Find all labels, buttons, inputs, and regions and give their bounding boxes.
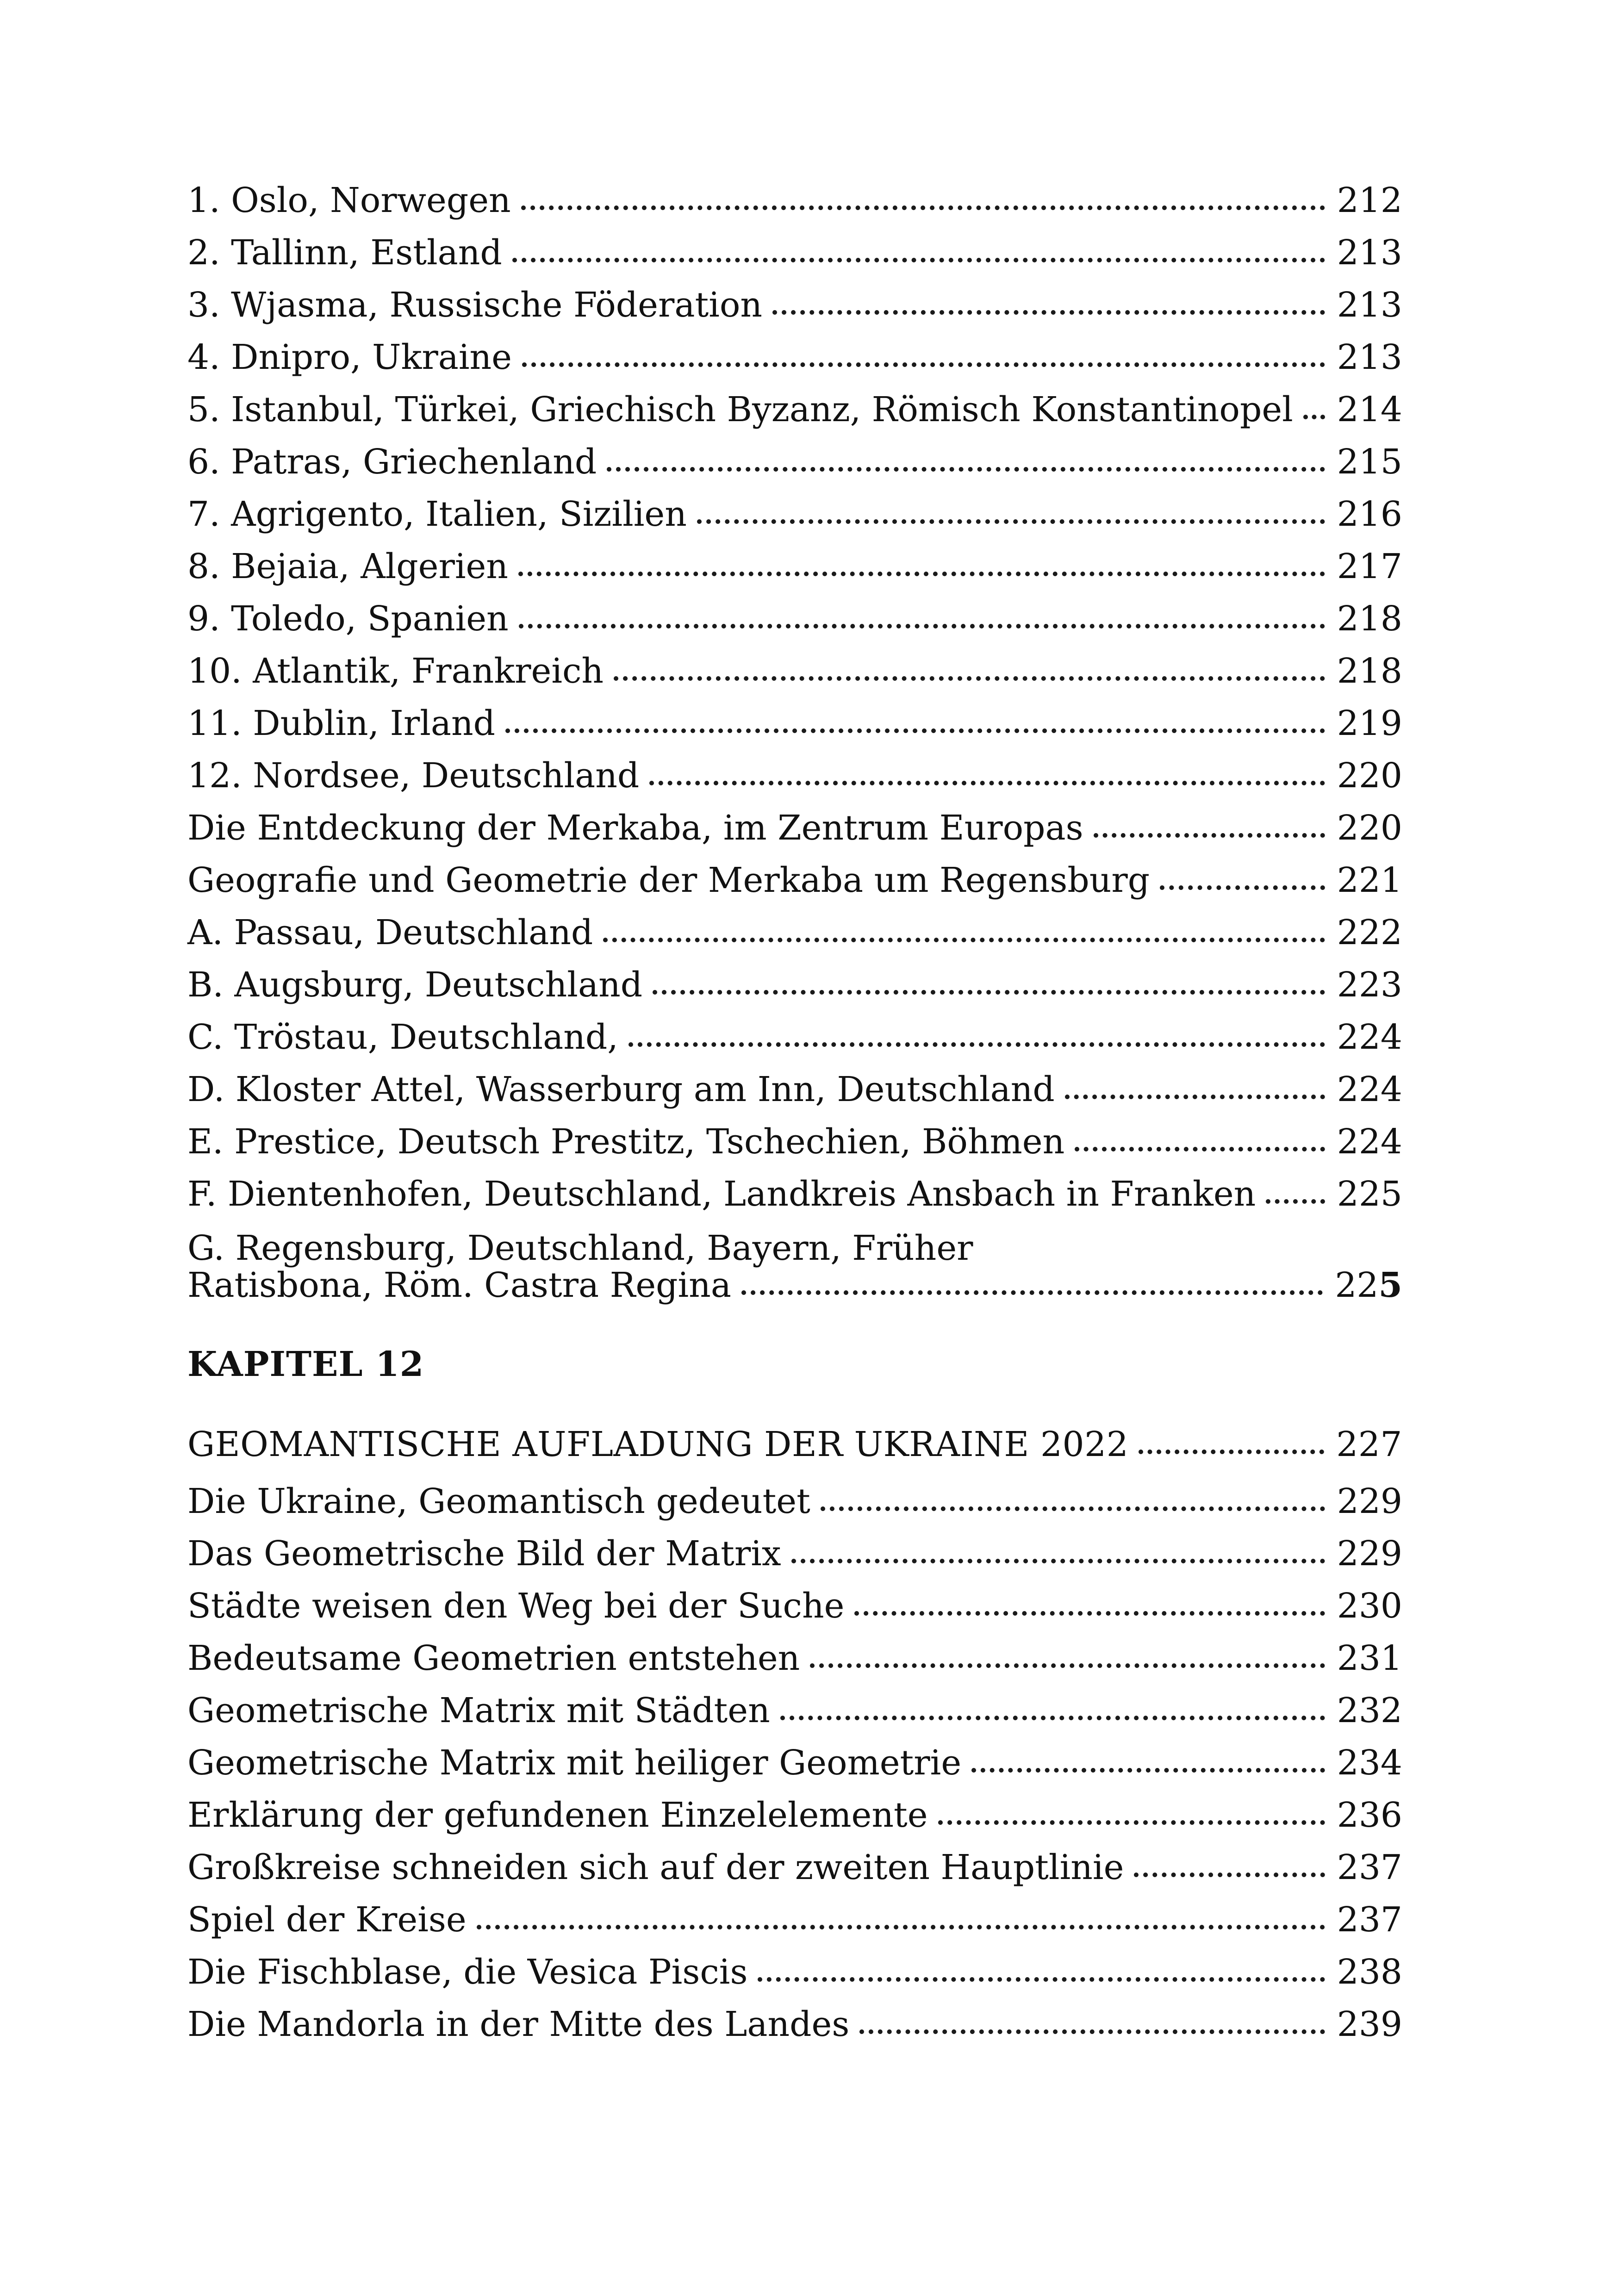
toc-entry-page: 213 [1337,285,1402,325]
toc-entry [187,1685,1402,1737]
toc-entry-page [1323,1267,1402,1304]
toc-entry [187,331,1402,384]
toc-entry [187,750,1402,802]
toc-entry-page: 229 [1337,1481,1402,1521]
toc-entry-title: Die Ukraine, Geomantisch gedeutet [187,1481,810,1521]
toc-entry-page: 217 [1337,547,1402,586]
dot-leader [821,1506,1325,1511]
toc-entry [187,1528,1402,1580]
toc-entry-title: Die Entdeckung der Merkaba, im Zentrum Europas [187,808,1083,848]
toc-entry [187,1011,1402,1064]
toc-entry-page: 237 [1337,1848,1402,1887]
toc-entry [187,436,1402,488]
dot-leader [477,1925,1325,1929]
dot-leader [772,310,1325,315]
toc-entry-title: B. Augsburg, Deutschland [187,965,643,1005]
toc-entry [187,854,1402,907]
toc-entry-page: 219 [1337,703,1402,743]
toc-entry [187,697,1402,750]
toc-entry [187,1737,1402,1789]
toc-entry-title: Städte weisen den Weg bei der Suche [187,1586,845,1626]
chapter-heading: KAPITEL 12 [187,1344,424,1384]
toc-entry-title: F. Dientenhofen, Deutschland, Landkreis Ansbach in Franken [187,1174,1256,1214]
toc-entry-title: GEOMANTISCHE AUFLADUNG DER UKRAINE 2022 [187,1425,1129,1464]
toc-entry-page: 221 [1337,860,1402,900]
toc-entry-page: 212 [1337,180,1402,220]
toc-entry-page: 216 [1337,494,1402,534]
dot-leader [603,938,1325,942]
toc-entry-page: 223 [1337,965,1402,1005]
toc-entry-title: Geometrische Matrix mit Städten [187,1691,770,1730]
toc-entry-title: 1. Oslo, Norwegen [187,180,511,220]
toc-entry [187,959,1402,1011]
toc-entry-title: D. Kloster Attel, Wasserburg am Inn, Deutschland [187,1070,1055,1109]
toc-entry [187,1894,1402,1946]
toc-entry-title-line1: G. Regensburg, Deutschland, Bayern, Früher [187,1228,973,1268]
toc-entry [187,907,1402,959]
toc-entry-page: 225 [1337,1174,1402,1214]
toc-entry-line2 [187,1267,1402,1304]
dot-leader [1303,415,1325,419]
toc-entry-page: 231 [1337,1638,1402,1678]
toc-entry-page: 218 [1337,651,1402,691]
toc-entry-title: 5. Istanbul, Türkei, Griechisch Byzanz, Römisch Konstantinopel [187,390,1293,429]
toc-entry-title: A. Passau, Deutschland [187,913,593,952]
dot-leader [810,1663,1325,1668]
toc-section-a [187,174,1402,1304]
toc-entry [187,174,1402,227]
page-last-digit: 5 [1378,1265,1402,1305]
toc-entry-page: 229 [1337,1534,1402,1574]
toc-entry-page: 236 [1337,1795,1402,1835]
toc-entry-title: E. Prestice, Deutsch Prestitz, Tschechien, Böhmen [187,1122,1065,1162]
toc-entry [187,593,1402,645]
toc-entry-title: Großkreise schneiden sich auf der zweiten Hauptlinie [187,1848,1124,1887]
toc-entry-title: Bedeutsame Geometrien entstehen [187,1638,800,1678]
toc-entry-title: Geometrische Matrix mit heiliger Geometrie [187,1743,962,1783]
toc-entry [187,802,1402,854]
dot-leader [854,1611,1325,1616]
dot-leader [519,624,1325,628]
dot-leader [1139,1450,1324,1454]
toc-entry [187,1946,1402,1998]
dot-leader [971,1768,1325,1773]
toc-entry [187,384,1402,436]
toc-entry-page: 213 [1337,337,1402,377]
dot-leader [1160,885,1325,890]
toc-entry-title: 8. Bejaia, Algerien [187,547,508,586]
toc-entry-title: Geografie und Geometrie der Merkaba um Regensburg [187,860,1150,900]
toc-entry-page: 220 [1337,756,1402,796]
dot-leader [614,676,1325,681]
dot-leader [629,1042,1325,1047]
toc-entry [187,1789,1402,1842]
dot-leader [1075,1147,1325,1151]
toc-entry-page: 234 [1337,1743,1402,1783]
toc-entry-page: 218 [1337,599,1402,639]
dot-leader [741,1290,1323,1295]
toc-entry [187,279,1402,331]
toc-entry-title: Die Mandorla in der Mitte des Landes [187,2004,850,2044]
toc-section-b [187,1419,1402,2051]
toc-entry-page: 227 [1336,1425,1402,1464]
toc-entry [187,1064,1402,1116]
toc-entry [187,1580,1402,1632]
dot-leader [505,728,1325,733]
toc-entry [187,1842,1402,1894]
toc-entry-title: Die Fischblase, die Vesica Piscis [187,1952,748,1992]
toc-entry-title: C. Tröstau, Deutschland, [187,1017,618,1057]
toc-entry-title: 9. Toledo, Spanien [187,599,509,639]
dot-leader [512,258,1325,262]
toc-entry-page: 222 [1337,913,1402,952]
toc-chapter-title-entry [187,1419,1402,1471]
dot-leader [521,205,1325,210]
toc-entry-page: 215 [1337,442,1402,482]
toc-entry-page: 239 [1337,2004,1402,2044]
dot-leader [607,467,1325,472]
dot-leader [780,1716,1325,1720]
toc-entry [187,541,1402,593]
dot-leader [649,781,1325,785]
toc-entry-title: 7. Agrigento, Italien, Sizilien [187,494,687,534]
toc-entry-page: 214 [1337,390,1402,429]
toc-entry [187,1116,1402,1168]
toc-entry [187,227,1402,279]
page-prefix: 22 [1335,1265,1379,1305]
toc-entry-title: 2. Tallinn, Estland [187,233,502,273]
toc-entry [187,645,1402,697]
toc-entry-title: Das Geometrische Bild der Matrix [187,1534,781,1574]
dot-leader [791,1559,1325,1563]
toc-entry [187,488,1402,541]
dot-leader [1266,1199,1325,1204]
toc-entry-page: 232 [1337,1691,1402,1730]
toc-entry [187,1632,1402,1685]
toc-entry-title: 10. Atlantik, Frankreich [187,651,604,691]
toc-entry [187,1168,1402,1220]
toc-entry-page: 224 [1337,1122,1402,1162]
toc-entry-title: Spiel der Kreise [187,1900,467,1940]
toc-entry [187,1475,1402,1528]
toc-entry-title: 6. Patras, Griechenland [187,442,597,482]
toc-entry-page: 230 [1337,1586,1402,1626]
dot-leader [938,1820,1325,1825]
dot-leader [1094,833,1325,838]
toc-entry-page: 224 [1337,1070,1402,1109]
dot-leader [758,1977,1325,1982]
toc-entry-page: 237 [1337,1900,1402,1940]
dot-leader [1134,1873,1325,1877]
dot-leader [1065,1095,1325,1099]
toc-entry-title: 11. Dublin, Irland [187,703,496,743]
toc-entry-page: 224 [1337,1017,1402,1057]
toc-entry-title: 4. Dnipro, Ukraine [187,337,512,377]
dot-leader [522,362,1325,367]
toc-entry-title-line2: Ratisbona, Röm. Castra Regina [187,1265,731,1305]
dot-leader [518,572,1325,576]
toc-entry [187,1998,1402,2051]
toc-entry-title: Erklärung der gefundenen Einzelelemente [187,1795,928,1835]
toc-entry-title: 3. Wjasma, Russische Föderation [187,285,763,325]
dot-leader [697,519,1325,524]
dot-leader [859,2029,1325,2034]
dot-leader [653,990,1325,995]
toc-entry-title: 12. Nordsee, Deutschland [187,756,640,796]
toc-entry-page: 238 [1337,1952,1402,1992]
toc-entry-page: 220 [1337,808,1402,848]
toc-entry-multiline [187,1220,1402,1304]
toc-entry-page: 213 [1337,233,1402,273]
